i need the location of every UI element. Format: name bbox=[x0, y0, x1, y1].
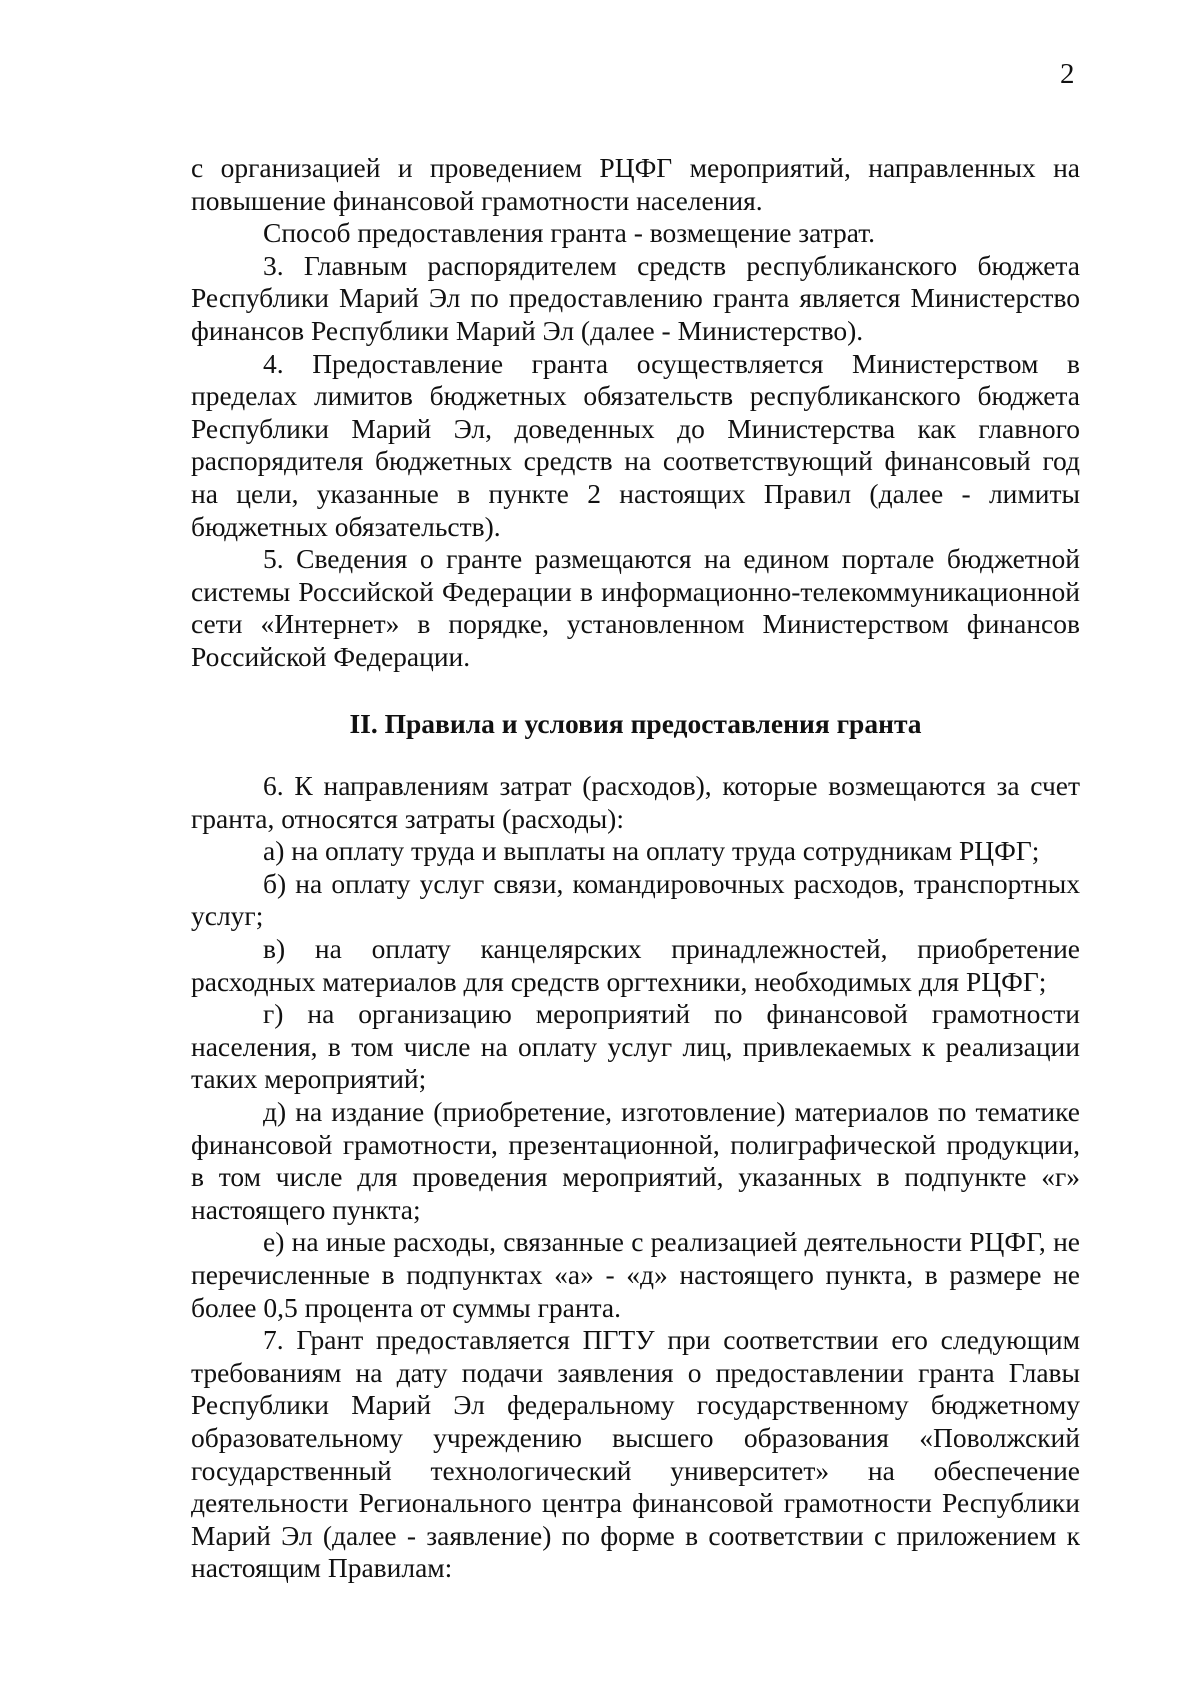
subitem-e: е) на иные расходы, связанные с реализацией деятельности РЦФГ, не перечисленные в подпунктах «а» - «д» настоящего пункта, в размере не более 0,5 процента от суммы гранта. bbox=[191, 1226, 1080, 1323]
paragraph-grant-method: Способ предоставления гранта - возмещение затрат. bbox=[263, 217, 876, 249]
page-number: 2 bbox=[1060, 58, 1075, 90]
document-body bbox=[191, 152, 1080, 1585]
paragraph-item-7: 7. Грант предоставляется ПГТУ при соответствии его следующим требованиям на дату подачи заявления о предоставлении гранта Главы Республики Марий Эл федеральному государственному бюджетному образовательному учреждению высшего образования «Поволжский государственный технологический университет» на обеспечение деятельности Регионального центра финансовой грамотности Республики Марий Эл (далее - заявление) по форме в соответствии с приложением к настоящим Правилам: bbox=[191, 1324, 1080, 1584]
paragraph-item-4: 4. Предоставление гранта осуществляется Министерством в пределах лимитов бюджетных обязательств республиканского бюджета Республики Марий Эл, доведенных до Министерства как главного распорядителя бюджетных средств на соответствующий финансовый год на цели, указанные в пункте 2 настоящих Правил (далее - лимиты бюджетных обязательств). bbox=[191, 347, 1080, 542]
paragraph-item-5: 5. Сведения о гранте размещаются на едином портале бюджетной системы Российской Федерации в информационно-телекоммуникационной сети «Интернет» в порядке, установленном Министерством финансов Российской Федерации. bbox=[191, 543, 1080, 672]
section-heading: II. Правила и условия предоставления гранта bbox=[349, 707, 922, 739]
paragraph-item-3: 3. Главным распорядителем средств республиканского бюджета Республики Марий Эл по предоставлению гранта является Министерство финансов Республики Марий Эл (далее - Министерство). bbox=[191, 249, 1080, 346]
subitem-v: в) на оплату канцелярских принадлежностей, приобретение расходных материалов для средств оргтехники, необходимых для РЦФГ; bbox=[191, 933, 1080, 997]
subitem-g: г) на организацию мероприятий по финансовой грамотности населения, в том числе на оплату услуг лиц, привлекаемых к реализации таких мероприятий; bbox=[191, 998, 1080, 1095]
subitem-b: б) на оплату услуг связи, командировочных расходов, транспортных услуг; bbox=[191, 867, 1080, 932]
paragraph-item-6: 6. К направлениям затрат (расходов), которые возмещаются за счет гранта, относятся затраты (расходы): bbox=[191, 770, 1080, 834]
subitem-a: а) на оплату труда и выплаты на оплату труда сотрудникам РЦФГ; bbox=[263, 835, 1040, 867]
subitem-d: д) на издание (приобретение, изготовление) материалов по тематике финансовой грамотности, презентационной, полиграфической продукции, в том числе для проведения мероприятий, указанных в подпункте «г» настоящего пункта; bbox=[191, 1096, 1080, 1225]
paragraph-continuation: с организацией и проведением РЦФГ мероприятий, направленных на повышение финансовой грамотности населения. bbox=[191, 152, 1080, 216]
